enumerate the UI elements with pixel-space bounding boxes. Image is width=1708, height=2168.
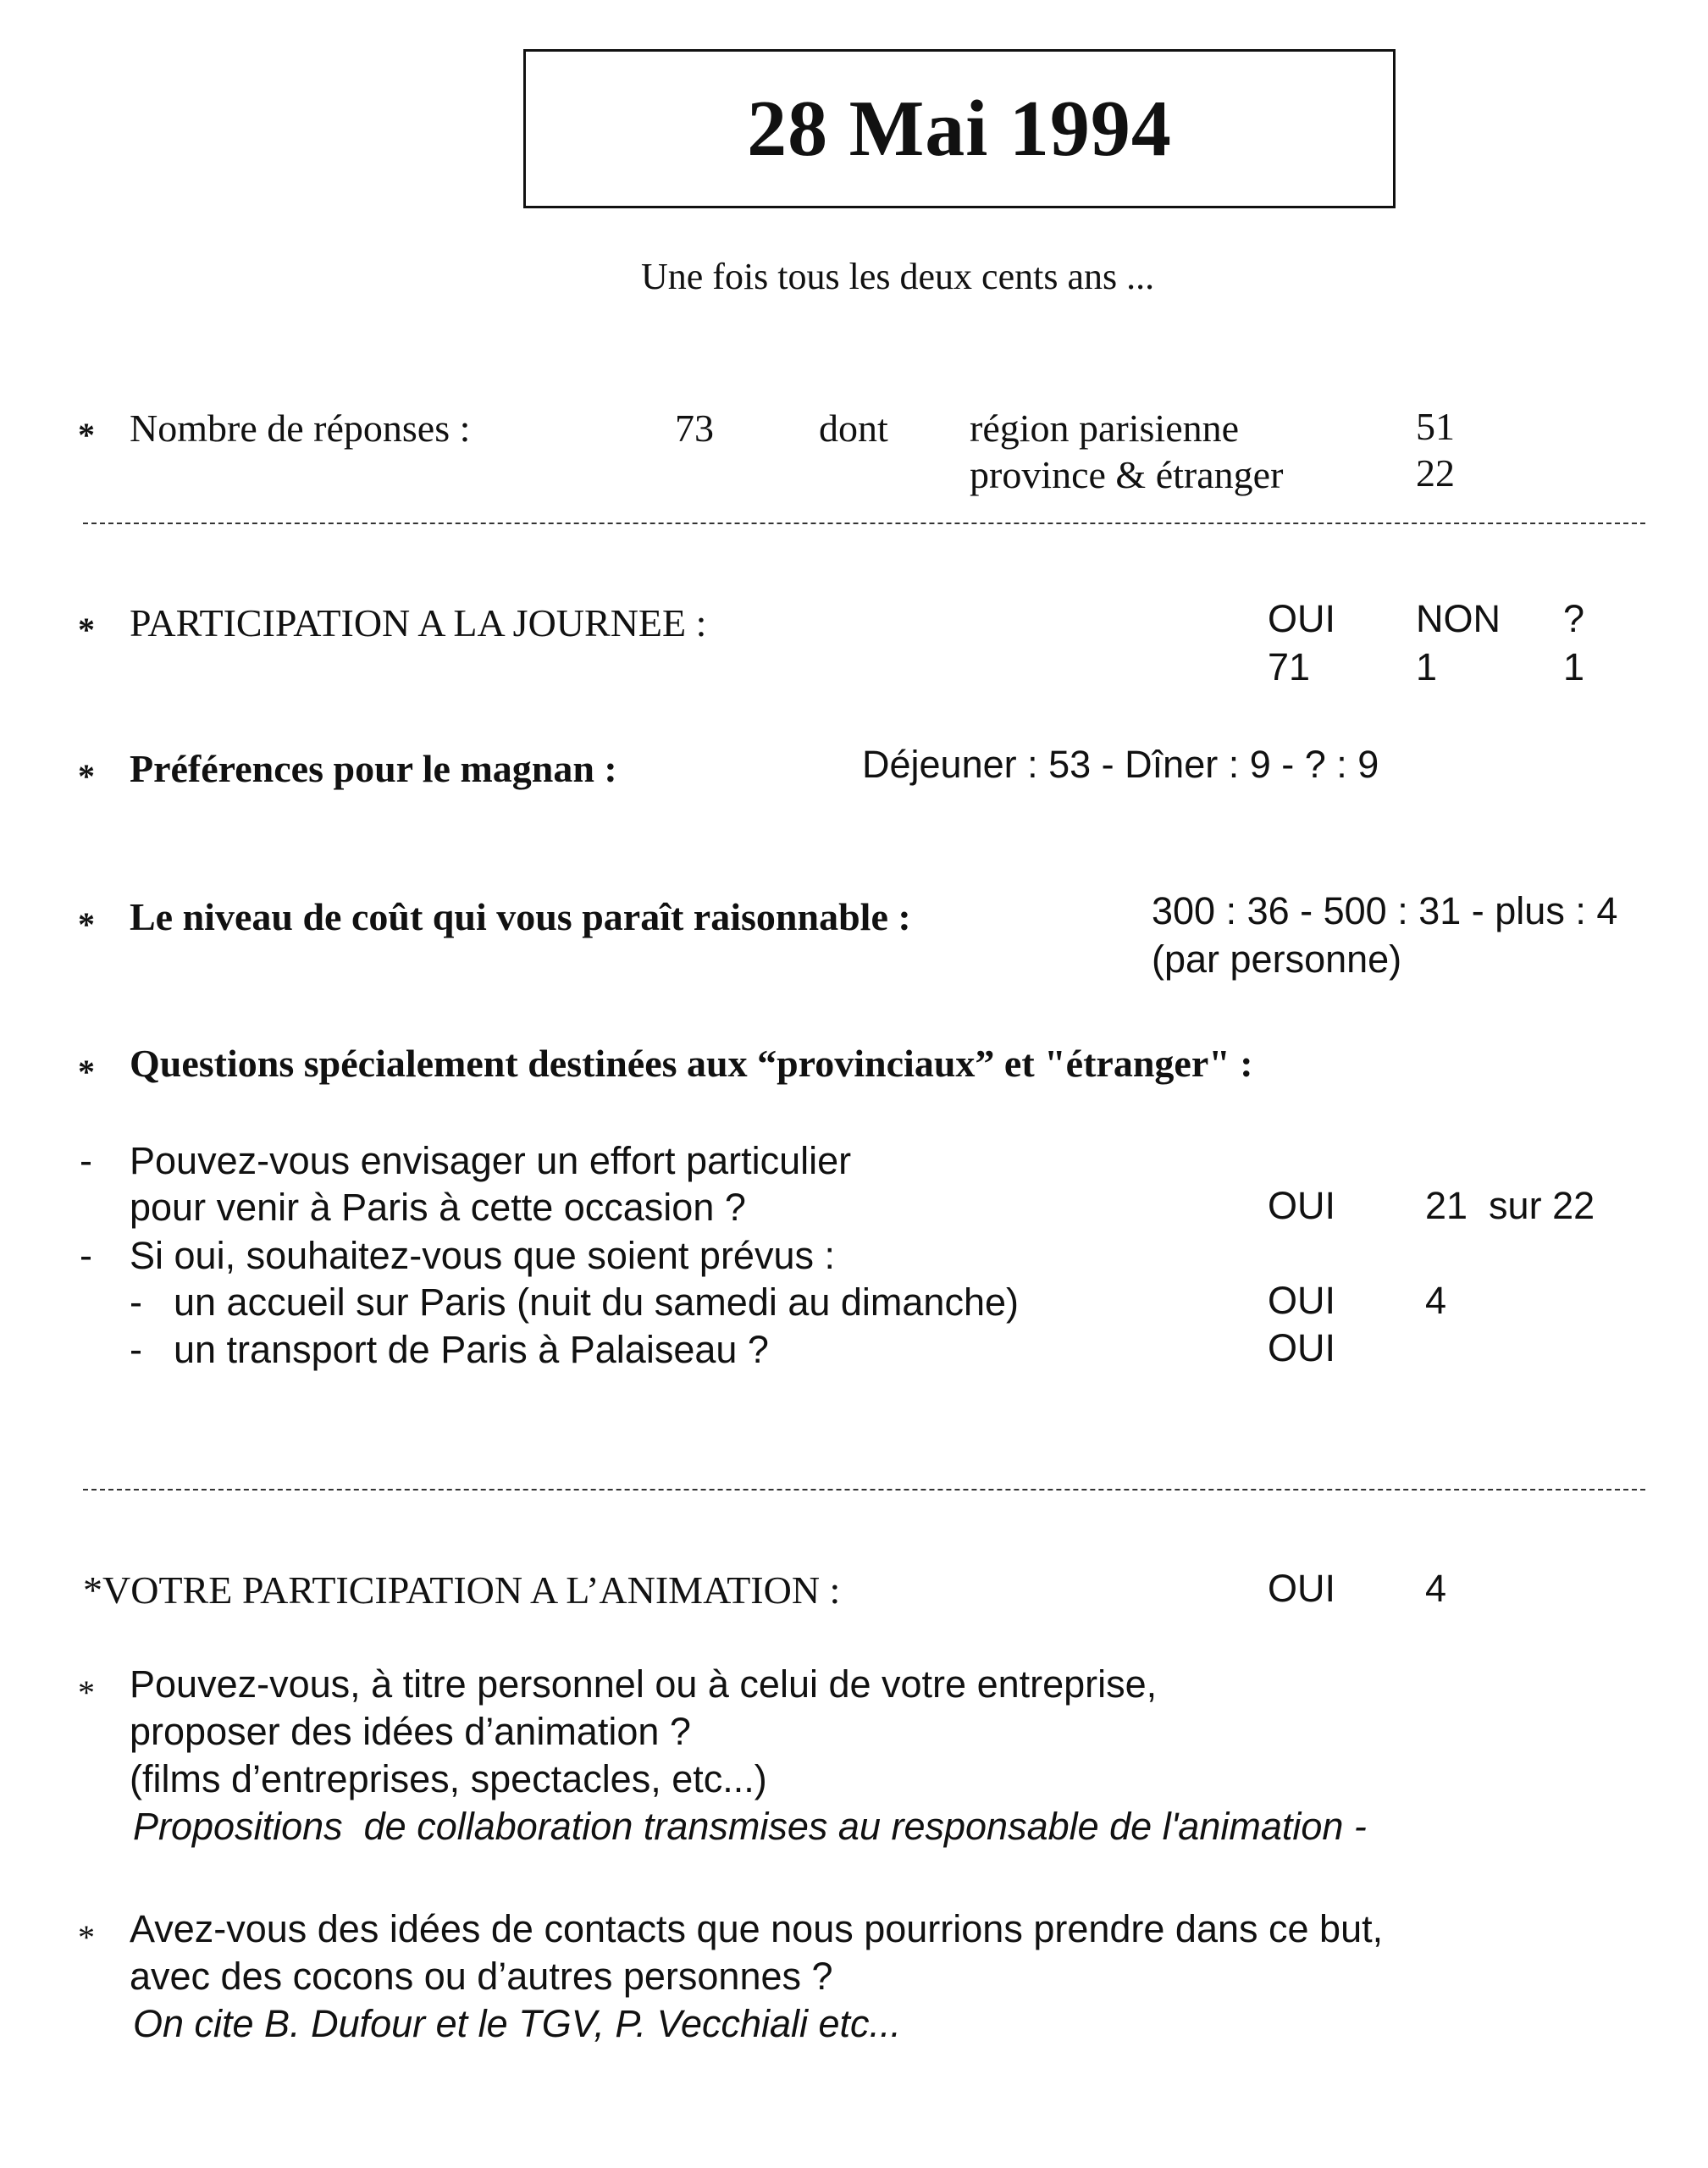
animation-value: 4 bbox=[1425, 1567, 1447, 1610]
responses-region-label: région parisienne bbox=[970, 406, 1240, 450]
provinciaux-q2a: un accueil sur Paris (nuit du samedi au dimanche) bbox=[174, 1280, 1019, 1324]
divider bbox=[83, 523, 1645, 524]
participation-value-oui: 71 bbox=[1268, 645, 1311, 689]
responses-region-value: 51 bbox=[1416, 405, 1455, 448]
bullet-star: * bbox=[78, 1918, 95, 1956]
animation-q1-response: Propositions de collaboration transmises au responsable de l'animation - bbox=[133, 1805, 1367, 1848]
dash-bullet: - bbox=[130, 1280, 142, 1324]
responses-total: 73 bbox=[675, 406, 714, 450]
cout-value: 300 : 36 - 500 : 31 - plus : 4 bbox=[1152, 889, 1618, 932]
animation-answer: OUI bbox=[1268, 1567, 1336, 1610]
magnan-value: Déjeuner : 53 - Dîner : 9 - ? : 9 bbox=[862, 743, 1379, 786]
participation-value-unknown: 1 bbox=[1563, 645, 1585, 689]
provinciaux-q2b-answer: OUI bbox=[1268, 1326, 1336, 1369]
responses-label: Nombre de réponses : bbox=[130, 406, 471, 450]
dash-bullet: - bbox=[80, 1234, 92, 1277]
magnan-label: Préférences pour le magnan : bbox=[130, 747, 617, 790]
animation-q2-line2: avec des cocons ou d’autres personnes ? bbox=[130, 1955, 833, 1998]
participation-value-non: 1 bbox=[1416, 645, 1438, 689]
bullet-star: * bbox=[78, 757, 95, 795]
dash-bullet: - bbox=[80, 1139, 92, 1182]
provinciaux-q1-line1: Pouvez-vous envisager un effort particulier bbox=[130, 1139, 852, 1182]
animation-label: *VOTRE PARTICIPATION A L’ANIMATION : bbox=[83, 1568, 841, 1612]
animation-q1-line3: (films d’entreprises, spectacles, etc...) bbox=[130, 1757, 767, 1800]
participation-header-non: NON bbox=[1416, 597, 1501, 640]
provinciaux-q1-answer: OUI bbox=[1268, 1184, 1336, 1227]
subtitle: Une fois tous les deux cents ans ... bbox=[641, 256, 1155, 297]
page-title: 28 Mai 1994 bbox=[747, 85, 1172, 173]
animation-q2-response: On cite B. Dufour et le TGV, P. Vecchiali etc... bbox=[133, 2002, 902, 2045]
animation-q1-line1: Pouvez-vous, à titre personnel ou à celui de votre entreprise, bbox=[130, 1662, 1158, 1706]
provinciaux-q2a-answer: OUI bbox=[1268, 1279, 1336, 1322]
responses-province-value: 22 bbox=[1416, 451, 1455, 495]
bullet-star: * bbox=[78, 905, 95, 943]
provinciaux-q1-value: 21 sur 22 bbox=[1425, 1184, 1595, 1227]
participation-header-oui: OUI bbox=[1268, 597, 1336, 640]
responses-dont: dont bbox=[819, 406, 888, 450]
provinciaux-q2b: un transport de Paris à Palaiseau ? bbox=[174, 1328, 769, 1371]
participation-label: PARTICIPATION A LA JOURNEE : bbox=[130, 601, 707, 644]
divider bbox=[83, 1489, 1645, 1490]
bullet-star: * bbox=[78, 1053, 95, 1091]
bullet-star: * bbox=[78, 611, 95, 649]
bullet-star: * bbox=[78, 416, 95, 454]
animation-q1-line2: proposer des idées d’animation ? bbox=[130, 1710, 691, 1753]
participation-header-unknown: ? bbox=[1563, 597, 1585, 640]
title-box bbox=[523, 49, 1396, 208]
dash-bullet: - bbox=[130, 1328, 142, 1371]
provinciaux-label: Questions spécialement destinées aux “provinciaux” et "étranger" : bbox=[130, 1042, 1253, 1085]
provinciaux-q2: Si oui, souhaitez-vous que soient prévus : bbox=[130, 1234, 835, 1277]
responses-province-label: province & étranger bbox=[970, 453, 1284, 496]
cout-note: (par personne) bbox=[1152, 937, 1402, 981]
cout-label: Le niveau de coût qui vous paraît raisonnable : bbox=[130, 895, 911, 938]
provinciaux-q2a-value: 4 bbox=[1425, 1279, 1447, 1322]
provinciaux-q1-line2: pour venir à Paris à cette occasion ? bbox=[130, 1186, 746, 1229]
bullet-star: * bbox=[78, 1673, 95, 1712]
animation-q2-line1: Avez-vous des idées de contacts que nous pourrions prendre dans ce but, bbox=[130, 1907, 1384, 1950]
